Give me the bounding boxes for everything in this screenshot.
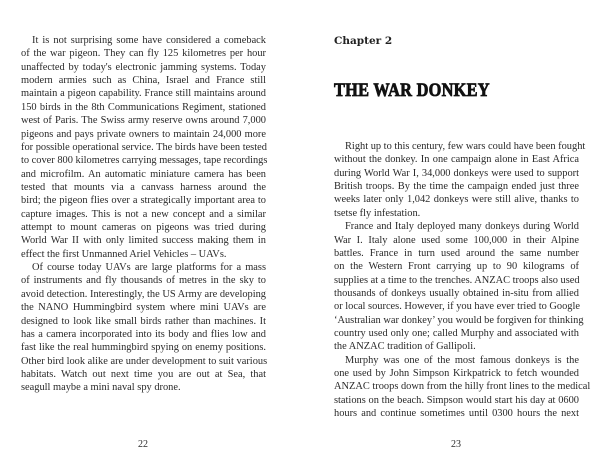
text-line: thousands of donkeys usually obtained in-situ from allied [334, 287, 579, 299]
text-line: ANZAC troops down from the hilly front lines to the medical [334, 381, 591, 393]
left-page-body [21, 34, 266, 395]
text-line: 150 birds in the 8th Communications Regiment, stationed [21, 101, 266, 113]
text-line: effect the first Unmanned Ariel Vehicles – UAVs. [21, 248, 227, 260]
right-page [300, 0, 600, 466]
text-line: west of Paris. The Swiss army reserve owns around 7,000 [21, 115, 266, 127]
text-line: modern armies such as China, Israel and France still [21, 75, 266, 87]
text-line: or local sources. However, if you have ever tried to Google [334, 301, 580, 313]
text-line: to cover 800 kilometres carrying messages, tape recordings [21, 155, 268, 167]
text-line: designed to look like small birds rather than machines. It [21, 315, 266, 327]
text-line: of instruments and fly thousands of metres in the sky to [21, 275, 266, 287]
right-page-body [334, 140, 591, 421]
text-line: weeks later only 1,042 donkeys were still alive, thanks to [334, 194, 579, 206]
text-line: of the war pigeon. They can fly 125 kilometres per hour [21, 48, 266, 60]
paragraph [334, 220, 584, 354]
text-line: has a camera incorporated into its body and flies low and [21, 328, 266, 340]
chapter-title: THE WAR DONKEY [334, 80, 490, 101]
text-line: maintain a pigeon capability. France still maintains around [21, 88, 266, 100]
text-line: attempt to mount cameras on pigeons was tried during [21, 222, 266, 234]
page-number: 22 [138, 439, 148, 450]
text-line: British troops. By the time the campaign ended just three [334, 181, 579, 193]
page-number: 23 [451, 439, 461, 450]
text-line: Of course today UAVs are large platforms for a mass [32, 262, 266, 274]
paragraph [21, 261, 266, 395]
text-line: Right up to this century, few wars could have been fought [345, 141, 586, 152]
text-line: the ANZAC tradition of Gallipoli. [334, 341, 476, 353]
text-line: battles. France in turn used around the same number [334, 247, 579, 259]
text-line: tsetse fly infestation. [334, 207, 421, 219]
text-line: and microfilm. An automatic miniature camera has been [21, 168, 266, 180]
text-line: habitats. Watch out next time you are out at Sea, that [21, 368, 266, 380]
paragraph [21, 34, 266, 261]
text-line: It is not surprising some have considered a comeback [32, 35, 266, 46]
text-line: the NANO Hummingbird system where mini UAVs are [21, 302, 266, 314]
text-line: capture images. This is not a new concept and a similar [21, 208, 266, 220]
text-line: World War II with only limited success making them in [21, 235, 266, 247]
text-line: pigeons and pays private owners to maintain 24,000 more [21, 128, 266, 140]
text-line: seagull maybe a mini naval spy drone. [21, 382, 181, 394]
text-line: tested that mounts via a canvass harness around the [21, 181, 266, 193]
paragraph [334, 140, 586, 220]
text-line: one used by John Simpson Kirkpatrick to fetch wounded [334, 368, 579, 380]
text-line: Murphy was one of the most famous donkeys is the [345, 354, 579, 366]
text-line: supplies at a time to the trenches. ANZAC troops also used [334, 274, 580, 286]
text-line: hours and continue sometimes until 0300 hours the next [334, 408, 579, 420]
text-line: ‘Australian war donkey’ you would be forgiven for thinking [334, 314, 584, 326]
paragraph [334, 354, 591, 421]
text-line: on the Western Front carrying up to 90 kilograms of [334, 261, 579, 273]
text-line: avoid detection. Interestingly, the US Army are developing [21, 288, 266, 300]
text-line: country used only one; called Murphy and associated with [334, 328, 579, 340]
text-line: War I. Italy alone used some 100,000 in their Alpine [334, 234, 579, 246]
text-line: unaffected by today's electronic jamming systems. Today [21, 61, 266, 73]
text-line: bird; the pigeon flies over a strategically important area to [21, 195, 266, 207]
text-line: stations on the beach. Simpson would start his day at 0600 [334, 394, 579, 406]
text-line: fast like the real hummingbird spying on enemy positions. [21, 342, 266, 354]
text-line: for possible operational service. The birds have been tested [21, 141, 267, 153]
text-line: France and Italy deployed many donkeys during World [345, 221, 579, 233]
text-line: without the donkey. In one campaign alone in East Africa [334, 154, 579, 166]
text-line: Other bird look alike are under development to suit various [21, 355, 268, 367]
text-line: during World War I, 34,000 donkeys were used to support [334, 167, 579, 179]
chapter-label: Chapter 2 [334, 35, 393, 47]
